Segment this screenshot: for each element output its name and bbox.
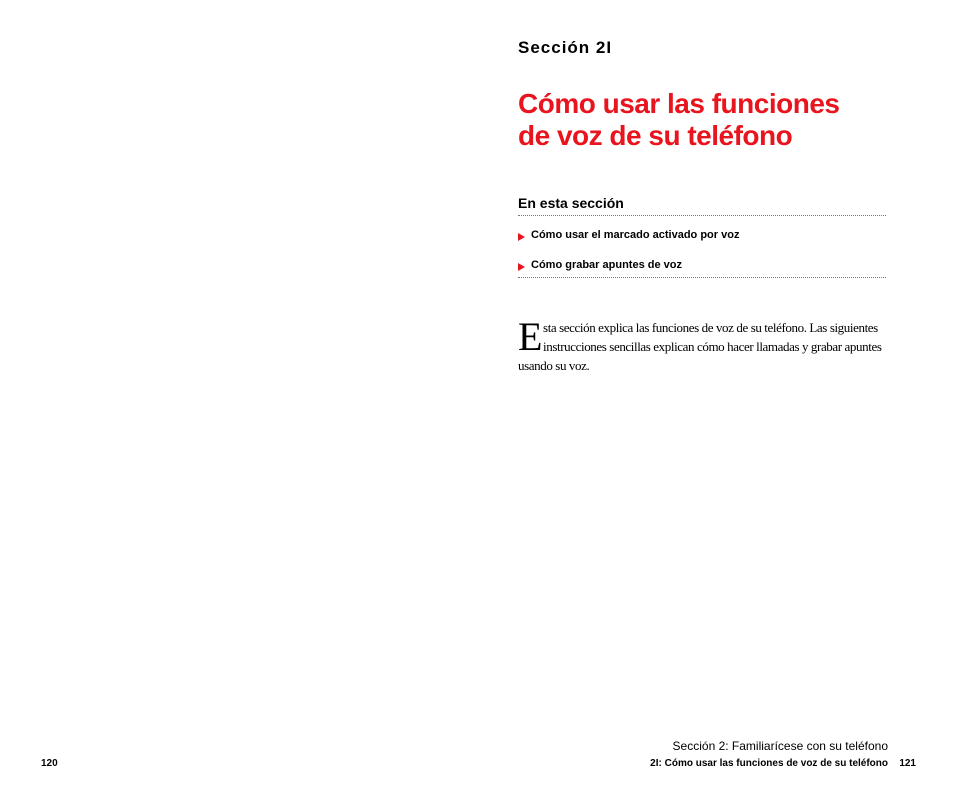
intro-text: sta sección explica las funciones de voz de su teléfono. Las siguientes instrucciones sencillas explican cómo hacer llamadas y grabar apuntes usando su voz. [518, 320, 882, 373]
chapter-title-line-1: Cómo usar las funciones [518, 88, 840, 119]
dotted-divider-top [518, 215, 886, 216]
right-page [477, 0, 954, 795]
dotted-divider-bottom [518, 277, 886, 278]
red-triangle-bullet-icon [518, 233, 525, 241]
page-number-left: 120 [41, 758, 58, 769]
drop-cap: E [518, 314, 543, 359]
toc-item-label: Cómo grabar apuntes de voz [531, 259, 682, 271]
toc-item-voice-memos[interactable] [518, 257, 682, 273]
chapter-title [518, 88, 918, 152]
footer-chapter-title: 2I: Cómo usar las funciones de voz de su teléfono [650, 758, 888, 769]
intro-paragraph [518, 314, 888, 375]
footer-section-title: Sección 2: Familiarícese con su teléfono [672, 739, 888, 753]
page-number-right: 121 [899, 758, 916, 769]
section-label: Sección 2I [518, 38, 613, 57]
toc-item-voice-dialing[interactable] [518, 227, 739, 243]
in-section-heading: En esta sección [518, 195, 624, 211]
toc-item-label: Cómo usar el marcado activado por voz [531, 229, 740, 241]
chapter-title-line-2: de voz de su teléfono [518, 120, 793, 151]
red-triangle-bullet-icon [518, 263, 525, 271]
